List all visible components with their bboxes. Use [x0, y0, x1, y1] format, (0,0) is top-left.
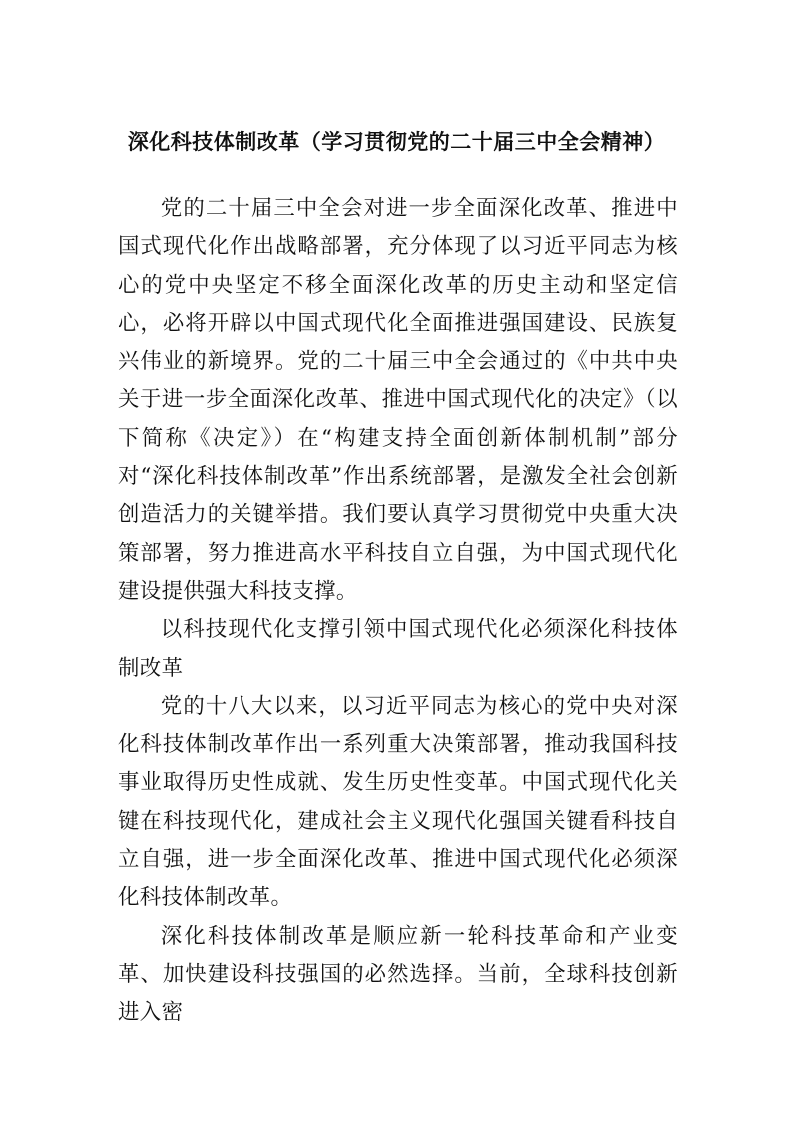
paragraph-intro: 党的二十届三中全会对进一步全面深化改革、推进中国式现代化作出战略部署，充分体现了以习近平同志为核心的党中央坚定不移全面深化改革的历史主动和坚定信心，必将开辟以中国式现代化全面推进强国建设、民族复兴伟业的新境界。党的二十届三中全会通过的《中共中央关于进一步全面深化改革、推进中国式现代化的决定》（以下简称《决定》）在“构建支持全面创新体制机制”部分对“深化科技体制改革”作出系统部署，是激发全社会创新创造活力的关键举措。我们要认真学习贯彻党中央重大决策部署，努力推进高水平科技自立自强，为中国式现代化建设提供强大科技支撑。 [118, 196, 678, 604]
paragraph-reform-achievements: 党的十八大以来，以习近平同志为核心的党中央对深化科技体制改革作出一系列重大决策部署，推动我国科技事业取得历史性成就、发生历史性变革。中国式现代化关键在科技现代化，建成社会主义现代化强国关键看科技自立自强，进一步全面深化改革、推进中国式现代化必须深化科技体制改革。 [118, 693, 678, 911]
paragraph-necessity: 深化科技体制改革是顺应新一轮科技革命和产业变革、加快建设科技强国的必然选择。当前，全球科技创新进入密 [118, 923, 678, 1026]
document-title: 深化科技体制改革（学习贯彻党的二十届三中全会精神） [127, 129, 666, 154]
section-heading: 以科技现代化支撑引领中国式现代化必须深化科技体制改革 [118, 617, 678, 681]
document-body [118, 190, 678, 1033]
